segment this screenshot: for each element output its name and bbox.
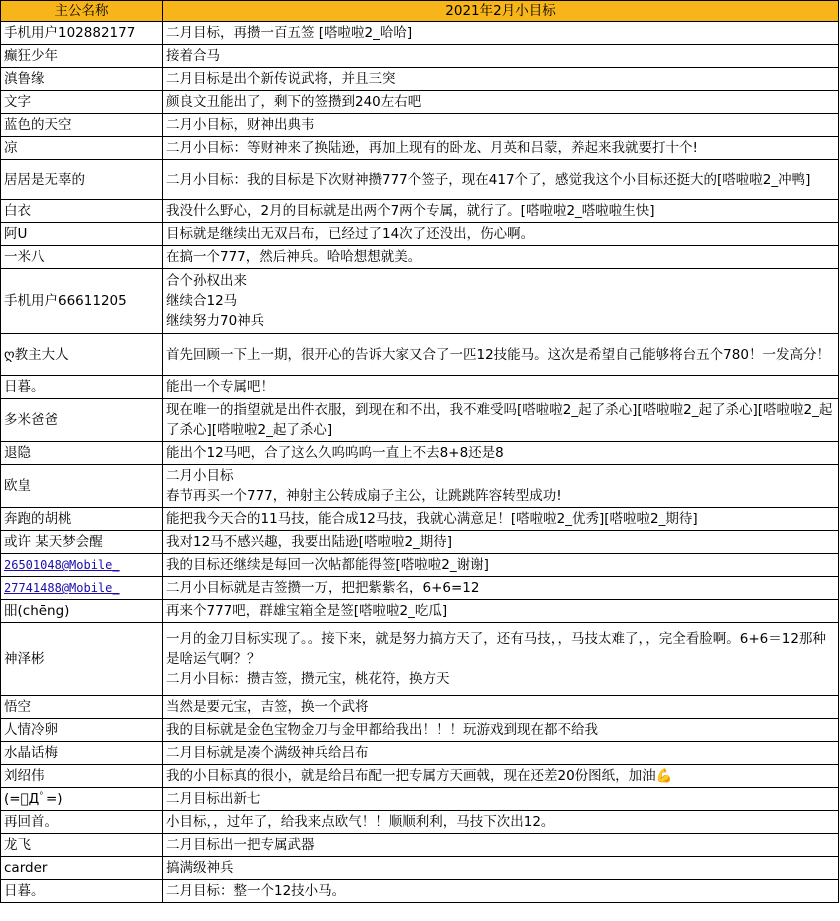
goal-line: 继续努力70神兵 — [166, 313, 265, 329]
table-row — [1, 45, 839, 68]
table-row — [1, 334, 839, 376]
goal-line: 我的目标就是金色宝物金刀与金甲都给我出！！！玩游戏到现在都不给我 — [166, 722, 598, 738]
cell-player-name: 多米爸爸 — [1, 399, 163, 442]
cell-player-name: 癫狂少年 — [1, 45, 163, 68]
cell-goal — [163, 508, 839, 531]
cell-player-name: 滇鲁缘 — [1, 68, 163, 91]
cell-player-name: 日暮。 — [1, 376, 163, 399]
cell-player-name: 再回首。 — [1, 811, 163, 834]
goal-line: 二月目标是出个新传说武将，并且三突 — [166, 71, 396, 87]
goal-line: 目标就是继续出无双吕布，已经过了14次了还没出，伤心啊。 — [166, 226, 535, 242]
cell-goal — [163, 834, 839, 857]
cell-goal — [163, 45, 839, 68]
cell-player-name: 白衣 — [1, 200, 163, 223]
cell-goal — [163, 742, 839, 765]
cell-player-name: 蓝色的天空 — [1, 114, 163, 137]
goal-line: 春节再买一个777，神射主公转成扇子主公，让跳跳阵容转型成功! — [166, 488, 562, 504]
table-row — [1, 765, 839, 788]
cell-player-name: 阿U — [1, 223, 163, 246]
cell-goal — [163, 600, 839, 623]
cell-goal — [163, 223, 839, 246]
goal-line: 能出个12马吧，合了这么久呜呜呜一直上不去8+8还是8 — [166, 445, 504, 461]
goal-line: 二月小目标：等财神来了换陆逊，再加上现有的卧龙、月英和吕蒙，养起来我就要打十个! — [166, 140, 698, 156]
cell-player-name: 或许 某天梦会醒 — [1, 531, 163, 554]
goal-line: 现在唯一的指望就是出件衣服，到现在和不出，我不难受吗[嗒啦啦2_起了杀心][嗒啦啦2_起了杀心][嗒啦啦2_起了杀心][嗒啦啦2_起了杀心] — [166, 402, 833, 438]
cell-player-name: 欧皇 — [1, 465, 163, 508]
table-row — [1, 376, 839, 399]
table-row — [1, 788, 839, 811]
cell-player-name: ღ教主大人 — [1, 334, 163, 376]
cell-goal — [163, 811, 839, 834]
cell-player-name[interactable]: 27741488@Mobile_ — [1, 577, 163, 600]
cell-goal — [163, 719, 839, 742]
goal-line: 我的小目标真的很小，就是给吕布配一把专属方天画戟，现在还差20份图纸，加油💪 — [166, 768, 673, 784]
table-row — [1, 623, 839, 696]
goal-line: 合个孙权出来 — [166, 273, 247, 289]
goal-line: 颜良文丑能出了，剩下的签攒到240左右吧 — [166, 94, 422, 110]
table-row — [1, 531, 839, 554]
goal-line: 二月小目标就是吉签攒一万，把把紫紫名，6+6=12 — [166, 580, 480, 596]
cell-goal — [163, 531, 839, 554]
table-row — [1, 160, 839, 200]
table-row — [1, 465, 839, 508]
table-body — [1, 22, 839, 903]
goal-line: 搞满级神兵 — [166, 860, 234, 876]
cell-goal — [163, 577, 839, 600]
table-row — [1, 68, 839, 91]
table-row — [1, 554, 839, 577]
goal-line: 二月目标，再攒一百五签 [嗒啦啦2_哈哈] — [166, 25, 413, 41]
goal-line: 首先回顾一下上一期，很开心的告诉大家又合了一匹12技能马。这次是希望自己能够将台五个780！一发高分！ — [166, 346, 830, 363]
cell-goal — [163, 160, 839, 200]
cell-goal — [163, 246, 839, 269]
cell-goal — [163, 880, 839, 903]
goal-line: 当然是要元宝，吉签，换一个武将 — [166, 699, 369, 715]
table-row — [1, 399, 839, 442]
table-row — [1, 880, 839, 903]
table-row — [1, 719, 839, 742]
goal-line: 二月目标出新七 — [166, 791, 261, 807]
goal-line: 能出一个专属吧！ — [166, 379, 274, 395]
table-row — [1, 742, 839, 765]
cell-goal — [163, 137, 839, 160]
cell-goal — [163, 68, 839, 91]
table-row — [1, 811, 839, 834]
cell-goal — [163, 91, 839, 114]
cell-goal — [163, 376, 839, 399]
table-row — [1, 442, 839, 465]
cell-player-name: 人情冷卵 — [1, 719, 163, 742]
goal-line: 我的目标还继续是每回一次帖都能得签[嗒啦啦2_谢谢] — [166, 557, 489, 573]
cell-goal — [163, 442, 839, 465]
goal-line: 接着合马 — [166, 48, 220, 64]
cell-player-name: 神泽彬 — [1, 623, 163, 696]
cell-player-name: 龙飞 — [1, 834, 163, 857]
cell-player-name: carder — [1, 857, 163, 880]
goal-line: 在搞一个777，然后神兵。哈哈想想就美。 — [166, 249, 422, 265]
goal-line: 能把我今天合的11马技，能合成12马技，我就心满意足！[嗒啦啦2_优秀][嗒啦啦2_期待] — [166, 511, 698, 527]
cell-player-name: 退隐 — [1, 442, 163, 465]
cell-goal — [163, 696, 839, 719]
cell-player-name: 刘绍伟 — [1, 765, 163, 788]
table-row — [1, 857, 839, 880]
cell-goal — [163, 788, 839, 811]
goal-line: 二月小目标：我的目标是下次财神攒777个签子，现在417个了，感觉我这个小目标还挺大的[嗒啦啦2_冲鸭] — [166, 171, 811, 188]
table-row — [1, 834, 839, 857]
cell-player-name: 一米八 — [1, 246, 163, 269]
column-header-name: 主公名称 — [1, 1, 163, 22]
goal-line: 二月小目标 — [166, 468, 234, 484]
table-row — [1, 577, 839, 600]
goal-line: 二月目标：整一个12技小马。 — [166, 883, 346, 899]
goal-line: 我没什么野心，2月的目标就是出两个7两个专属，就行了。[嗒啦啦2_嗒啦啦生快] — [166, 203, 655, 219]
goal-line: 一月的金刀目标实现了。。接下来，就是努力搞方天了，还有马技，，马技太难了，，完全看脸啊。6+6＝12那种是啥运气啊？？ — [166, 631, 826, 667]
table-row — [1, 137, 839, 160]
cell-goal — [163, 765, 839, 788]
cell-player-name: (=ﾟДﾟ=) — [1, 788, 163, 811]
table-row — [1, 114, 839, 137]
goal-line: 再来个777吧，群雄宝箱全是签[嗒啦啦2_吃瓜] — [166, 603, 448, 619]
goal-line: 二月小目标，财神出典韦 — [166, 117, 315, 133]
cell-goal — [163, 114, 839, 137]
table-row — [1, 223, 839, 246]
table-row — [1, 200, 839, 223]
column-header-goal: 2021年2月小目标 — [163, 1, 839, 22]
table-row — [1, 508, 839, 531]
cell-player-name: 水晶话梅 — [1, 742, 163, 765]
cell-goal — [163, 269, 839, 334]
table-row — [1, 600, 839, 623]
cell-player-name: 凉 — [1, 137, 163, 160]
cell-player-name: 日暮。 — [1, 880, 163, 903]
cell-player-name: 奔跑的胡桃 — [1, 508, 163, 531]
cell-goal — [163, 399, 839, 442]
cell-goal — [163, 22, 839, 45]
header-row — [1, 1, 839, 22]
cell-player-name: 手机用户102882177 — [1, 22, 163, 45]
table-row — [1, 696, 839, 719]
goal-line: 继续合12马 — [166, 293, 238, 309]
goal-line: 二月目标就是凑个满级神兵给吕布 — [166, 745, 369, 761]
goal-line: 小目标，，过年了，给我来点欧气！！顺顺利利，马技下次出12。 — [166, 814, 555, 830]
table-row — [1, 246, 839, 269]
cell-goal — [163, 200, 839, 223]
cell-goal — [163, 857, 839, 880]
cell-player-name: 昍(chēng) — [1, 600, 163, 623]
goal-line: 我对12马不感兴趣，我要出陆逊[嗒啦啦2_期待] — [166, 534, 453, 550]
cell-player-name[interactable]: 26501048@Mobile_ — [1, 554, 163, 577]
cell-player-name: 悟空 — [1, 696, 163, 719]
goal-line: 二月目标出一把专属武器 — [166, 837, 315, 853]
cell-player-name: 文字 — [1, 91, 163, 114]
cell-goal — [163, 554, 839, 577]
cell-player-name: 手机用户66611205 — [1, 269, 163, 334]
table-row — [1, 91, 839, 114]
cell-player-name: 居居是无辜的 — [1, 160, 163, 200]
cell-goal — [163, 465, 839, 508]
cell-goal — [163, 334, 839, 376]
table-row — [1, 269, 839, 334]
cell-goal — [163, 623, 839, 696]
table-row — [1, 22, 839, 45]
goal-line: 二月小目标：攒吉签，攒元宝，桃花符，换方天 — [166, 671, 450, 687]
